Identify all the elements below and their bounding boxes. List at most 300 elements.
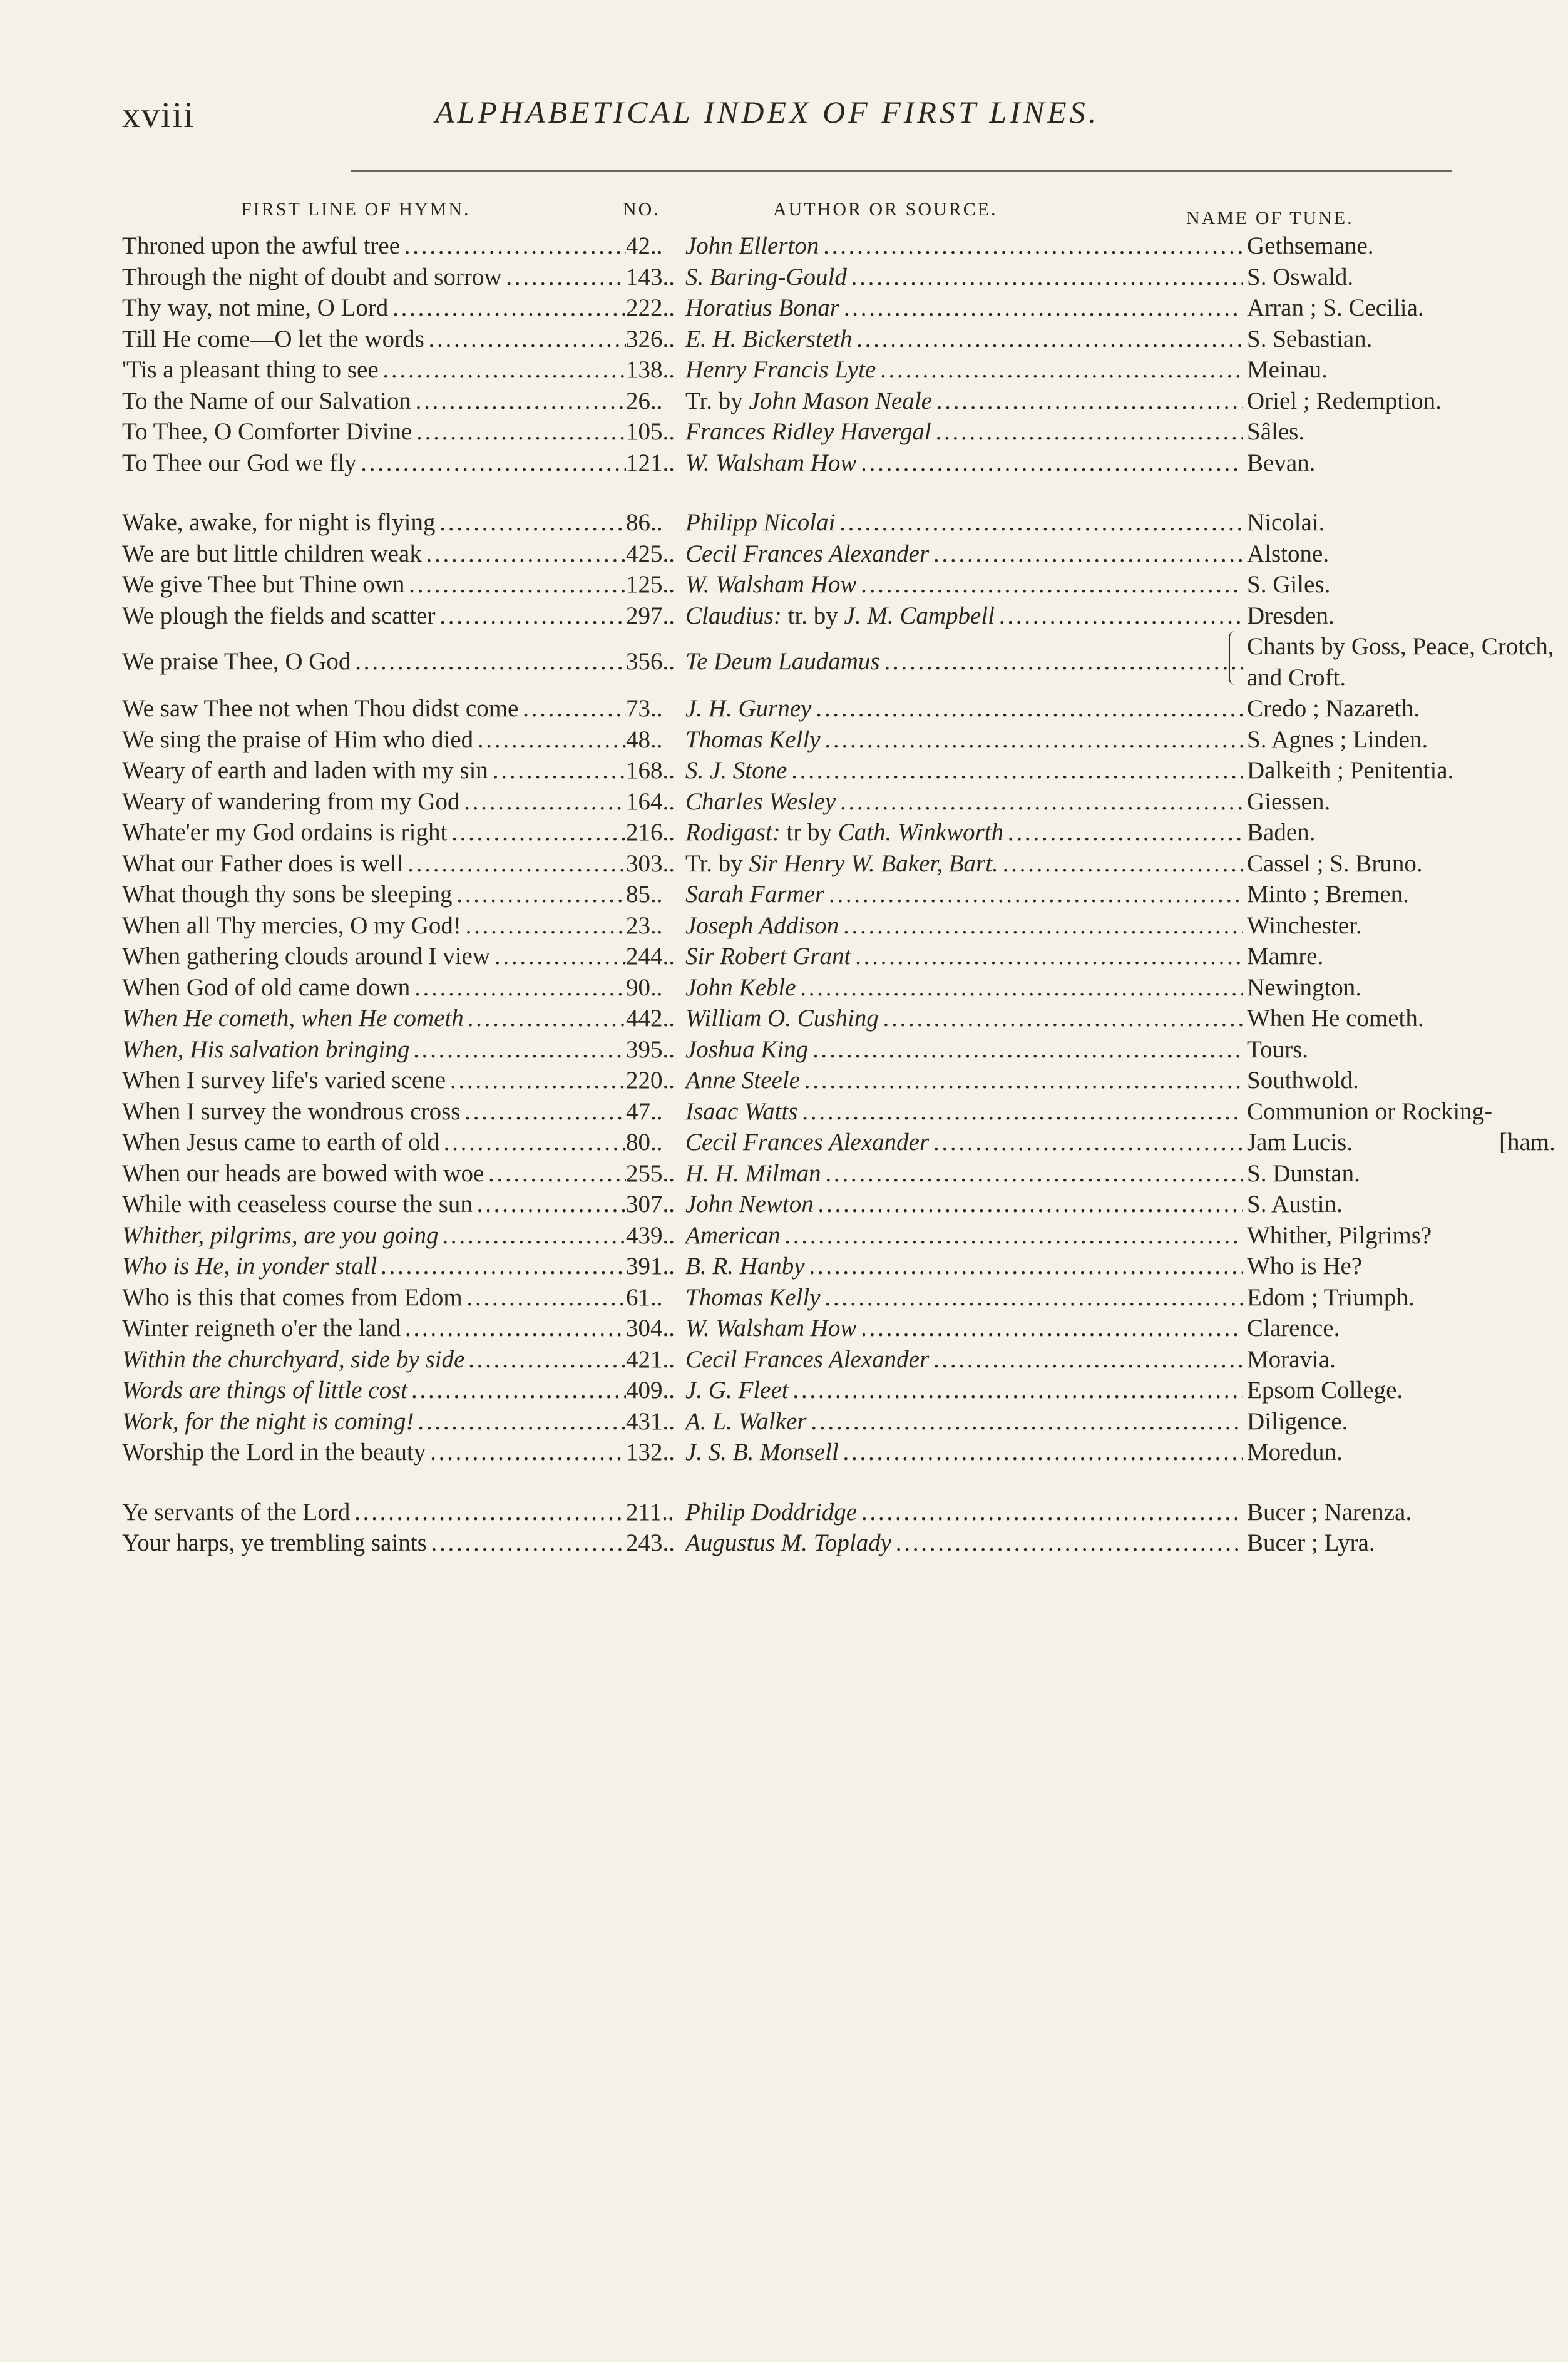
hymn-author [685,693,1243,724]
hymn-first-line: To Thee our God we fly . . . [122,448,626,479]
hymn-first-line: When all Thy mercies, O my God! . . . [122,910,626,942]
hymn-author [685,724,1243,756]
hymn-number [626,693,685,724]
table-row [122,386,1455,417]
hymn-author [685,600,1243,632]
hymn-number-value: 73 [626,695,650,722]
hymn-number-value: 42 [626,232,650,259]
hymn-author [685,941,1243,972]
hymn-number-value: 61 [626,1283,650,1311]
hymn-author [685,230,1243,262]
hymn-author [685,786,1243,818]
tune-name: Oriel ; Redemption. [1246,386,1460,417]
table-row [122,755,1455,786]
section-gap [122,1468,1455,1497]
hymn-number [626,724,685,756]
hymn-author [685,1251,1243,1282]
author-translator: J. M. Campbell [844,602,995,629]
hymn-number [626,507,685,538]
hymn-number [626,262,685,293]
hymn-number [626,1313,685,1344]
hymn-author [685,817,1243,848]
author-name: Isaac Watts [685,1097,798,1125]
hymn-author [685,755,1243,786]
table-row [122,1406,1455,1437]
author-name: J. H. Gurney [685,695,812,722]
hymn-number-value: 80 [626,1129,650,1156]
hymn-first-line: Through the night of doubt and sorrow . . . [122,262,626,293]
hymn-number-value: 85 [626,881,650,908]
tune-name: Gethsemane. [1246,230,1460,262]
tune-name: S. Agnes ; Linden. [1246,724,1460,756]
hymn-first-line: Whither, pilgrims, are you going . . . [122,1220,626,1251]
author-name: J. S. B. Monsell [685,1439,839,1466]
table-row [122,1344,1455,1375]
hymn-number-value: 307 [626,1191,663,1218]
tune-name: Diligence. [1246,1406,1460,1437]
hymn-number [626,1158,685,1189]
hymn-author [685,1220,1243,1251]
tune-name: Credo ; Nazareth. [1246,693,1460,724]
tune-name: S. Giles. [1246,569,1460,600]
author-name: Joshua King [685,1035,809,1063]
hymn-number [626,1003,685,1034]
hymn-first-line: We give Thee but Thine own . . . [122,569,626,600]
hymn-number-value: 132 [626,1439,663,1466]
author-name: Te Deum Laudamus [685,648,880,675]
tune-name: Mamre. [1246,941,1460,972]
tune-name: Southwold. [1246,1065,1460,1096]
table-row [122,1158,1455,1189]
hymn-number [626,324,685,355]
hymn-author [685,646,1243,677]
hymn-number [626,448,685,479]
hymn-number [626,569,685,600]
table-row [122,1034,1455,1065]
table-row [122,693,1455,724]
author-name: A. L. Walker [685,1407,807,1435]
author-name: J. G. Fleet [685,1377,789,1404]
hymn-number-value: 121 [626,449,663,476]
tune-name: Moravia. [1246,1344,1460,1375]
table-row [122,1220,1455,1251]
hymn-first-line: To the Name of our Salvation . . . [122,386,626,417]
hymn-number [626,1096,685,1127]
author-name: Sir Robert Grant [685,943,851,970]
hymn-number-value: 356 [626,648,663,675]
author-prefix: Tr. by [685,387,749,414]
tune-name: Bucer ; Lyra. [1246,1528,1460,1559]
author-name: William O. Cushing [685,1005,879,1032]
hymn-number-value: 297 [626,602,663,629]
hymn-number [626,1251,685,1282]
table-row [122,1313,1455,1344]
hymn-author [685,386,1243,417]
tune-name: S. Sebastian. [1246,324,1460,355]
author-prefix: Tr. by [685,850,749,877]
tune-name: Edom ; Triumph. [1246,1282,1460,1313]
table-row [122,262,1455,293]
column-header-author: AUTHOR OR SOURCE. [773,199,998,220]
hymn-number [626,1282,685,1313]
tune-name: Cassel ; S. Bruno. [1246,848,1460,880]
author-name: American [685,1221,781,1249]
author-name: Sir Henry W. Baker, Bart. [749,850,998,877]
author-name: S. Baring-Gould [685,263,847,290]
hymn-author [685,262,1243,293]
hymn-number [626,1375,685,1406]
table-row [122,786,1455,818]
hymn-author [685,538,1243,570]
hymn-author [685,1282,1243,1313]
hymn-author [685,1096,1243,1127]
table-row [122,324,1455,355]
hymn-first-line: Your harps, ye trembling saints . . . [122,1528,626,1559]
author-name: B. R. Hanby [685,1253,805,1280]
hymn-first-line: 'Tis a pleasant thing to see . . . [122,354,626,386]
index-table [122,230,1555,1559]
hymn-first-line: Weary of earth and laden with my sin . . . [122,755,626,786]
hymn-number [626,910,685,942]
author-name: John Newton [685,1191,814,1218]
tune-name: Baden. [1246,817,1460,848]
hymn-first-line: What our Father does is well . . . [122,848,626,880]
hymn-author [685,569,1243,600]
hymn-first-line: We praise Thee, O God . . . [122,646,626,677]
table-row [122,507,1455,538]
hymn-number-value: 138 [626,356,663,383]
hymn-number [626,292,685,324]
tune-name: Epsom College. [1246,1375,1460,1406]
author-name: Cecil Frances Alexander [685,540,930,567]
hymn-number [626,1189,685,1220]
author-name: Cecil Frances Alexander [685,1345,930,1373]
hymn-number [626,972,685,1004]
hymn-first-line: Winter reigneth o'er the land . . . [122,1313,626,1344]
table-row [122,1003,1455,1034]
hymn-first-line: Weary of wandering from my God . . . [122,786,626,818]
hymn-number [626,386,685,417]
hymn-first-line: To Thee, O Comforter Divine . . . [122,416,626,448]
tune-name: Who is He? [1246,1251,1460,1282]
hymn-author [685,1189,1243,1220]
hymn-number [626,1406,685,1437]
tune-name: Clarence. [1246,1313,1460,1344]
hymn-number [626,1220,685,1251]
hymn-number [626,1344,685,1375]
running-title: ALPHABETICAL INDEX OF FIRST LINES. [435,95,1100,130]
hymn-number [626,646,685,677]
table-row [122,1127,1555,1158]
author-name: W. Walsham How [685,571,857,598]
hymn-author [685,1003,1243,1034]
tune-name: Sâles. [1246,416,1460,448]
author-name: Thomas Kelly [685,1283,821,1311]
table-row [122,1251,1455,1282]
author-name: John Mason Neale [749,387,932,414]
tune-name: Arran ; S. Cecilia. [1246,292,1460,324]
brace-mark [1229,631,1239,685]
hymn-number [626,1034,685,1065]
hymn-number-value: 86 [626,509,650,536]
column-header-number: NO. [623,199,660,220]
author-name: Frances Ridley Havergal [685,418,931,445]
hymn-author [685,879,1243,910]
hymn-author [685,1437,1243,1468]
tune-name: When He cometh. [1246,1003,1460,1034]
hymn-author [685,448,1243,479]
table-row [122,1096,1493,1127]
hymn-first-line: We sing the praise of Him who died . . . [122,724,626,756]
hymn-number-value: 431 [626,1407,663,1435]
author-name: Rodigast: [685,819,781,846]
tune-name: Bevan. [1246,448,1460,479]
hymn-number-value: 168 [626,757,663,784]
tune-name: Chants by Goss, Peace, Crotch, and Croft. [1246,631,1568,693]
hymn-first-line: When God of old came down . . . [122,972,626,1004]
author-name: Claudius: [685,602,782,629]
hymn-number [626,1528,685,1559]
table-row [122,1375,1455,1406]
hymn-first-line: Throned upon the awful tree . . . [122,230,626,262]
hymn-number-value: 164 [626,788,663,815]
hymn-number-value: 244 [626,943,663,970]
hymn-first-line: Who is He, in yonder stall . . . [122,1251,626,1282]
tune-name: Tours. [1246,1034,1460,1065]
hymn-author [685,1158,1243,1189]
tune-name: Nicolai. [1246,507,1460,538]
table-row [122,1282,1455,1313]
author-name: W. Walsham How [685,1315,857,1342]
table-row [122,848,1455,880]
hymn-number [626,848,685,880]
author-name: John Ellerton [685,232,819,259]
hymn-author [685,1375,1243,1406]
table-row [122,941,1455,972]
hymn-number-value: 211 [626,1498,662,1526]
hymn-number [626,817,685,848]
hymn-number [626,786,685,818]
hymn-number [626,755,685,786]
hymn-first-line: When, His salvation bringing . . . [122,1034,626,1065]
hymn-author [685,1344,1243,1375]
hymn-first-line: Whate'er my God ordains is right . . . [122,817,626,848]
tune-name: Moredun. [1246,1437,1460,1468]
table-row [122,1189,1455,1220]
hymn-number-value: 125 [626,571,663,598]
table-row [122,910,1455,942]
hymn-author [685,1528,1243,1559]
table-row [122,1497,1455,1528]
tune-name: Minto ; Bremen. [1246,879,1460,910]
hymn-author [685,416,1243,448]
hymn-number-value: 391 [626,1253,663,1280]
table-row [122,724,1455,756]
hymn-first-line: Words are things of little cost . . . [122,1375,626,1406]
hymn-number-value: 421 [626,1345,663,1373]
hymn-number-value: 395 [626,1035,663,1063]
hymn-first-line: Within the churchyard, side by side . . . [122,1344,626,1375]
hymn-first-line: Thy way, not mine, O Lord . . . [122,292,626,324]
hymn-first-line: Wake, awake, for night is flying . . . [122,507,626,538]
hymn-first-line: We are but little children weak . . . [122,538,626,570]
page-header [122,94,1455,144]
hymn-number [626,600,685,632]
author-name: Cecil Frances Alexander [685,1129,930,1156]
hymn-number-value: 439 [626,1221,663,1249]
tune-name: Newington. [1246,972,1460,1004]
hymn-number [626,1497,685,1528]
hymn-first-line: What though thy sons be sleeping . . . [122,879,626,910]
author-name: John Keble [685,973,796,1001]
hymn-number-value: 326 [626,325,663,352]
hymn-author [685,354,1243,386]
tune-name: Meinau. [1246,354,1460,386]
hymn-first-line: When gathering clouds around I view . . . [122,941,626,972]
hymn-number-value: 222 [626,294,663,321]
hymn-author [685,848,1243,880]
table-row [122,631,1554,693]
hymn-first-line: When Jesus came to earth of old . . . [122,1127,626,1158]
hymn-number-value: 243 [626,1529,663,1556]
hymn-author [685,1313,1243,1344]
hymn-number [626,879,685,910]
hymn-number [626,416,685,448]
page-number: xviii [122,95,195,135]
hymn-author [685,910,1243,942]
tune-name: Giessen. [1246,786,1460,818]
table-row [122,354,1455,386]
hymn-number [626,1437,685,1468]
table-row [122,600,1455,632]
table-row [122,879,1455,910]
hymn-first-line: Who is this that comes from Edom . . . [122,1282,626,1313]
hymn-author [685,1065,1243,1096]
hymn-first-line: When I survey life's varied scene . . . [122,1065,626,1096]
hymn-number-value: 90 [626,973,650,1001]
author-name: H. H. Milman [685,1159,821,1187]
tune-continuation: [ham. [1499,1129,1555,1156]
hymn-number [626,538,685,570]
author-name: Thomas Kelly [685,726,821,753]
hymn-number-value: 425 [626,540,663,567]
hymn-number-value: 255 [626,1159,663,1187]
tune-name: Dalkeith ; Penitentia. [1246,755,1460,786]
table-row [122,1528,1455,1559]
author-translator-label: tr by [780,819,838,846]
tune-name: Whither, Pilgrims? [1246,1220,1460,1251]
header-rule [351,170,1452,172]
author-name: S. J. Stone [685,757,787,784]
author-name: Anne Steele [685,1067,800,1094]
author-name: Joseph Addison [685,911,839,939]
author-translator: Cath. Winkworth [838,819,1004,846]
hymn-number-value: 304 [626,1315,663,1342]
hymn-author [685,972,1243,1004]
tune-name: Winchester. [1246,910,1460,942]
hymn-author [685,1034,1243,1065]
author-name: Sarah Farmer [685,881,825,908]
author-translator-label: tr. by [781,602,844,629]
hymn-number-value: 105 [626,418,663,445]
table-row [122,1437,1455,1468]
hymn-number [626,230,685,262]
hymn-author [685,324,1243,355]
hymn-first-line: Ye servants of the Lord . . . [122,1497,626,1528]
tune-name: Bucer ; Narenza. [1246,1497,1460,1528]
hymn-number-value: 303 [626,850,663,877]
hymn-first-line: While with ceaseless course the sun . . . [122,1189,626,1220]
tune-name: Alstone. [1246,538,1460,570]
table-row [122,538,1455,570]
author-name: Horatius Bonar [685,294,839,321]
author-name: Philip Doddridge [685,1498,858,1526]
hymn-first-line: When our heads are bowed with woe . . . [122,1158,626,1189]
hymn-author [685,1406,1243,1437]
column-headers [122,199,1455,230]
table-row [122,416,1455,448]
hymn-author [685,507,1243,538]
hymn-first-line: Till He come—O let the words . . . [122,324,626,355]
author-name: W. Walsham How [685,449,857,476]
author-name: Charles Wesley [685,788,836,815]
hymn-number-value: 220 [626,1067,663,1094]
section-gap [122,478,1455,507]
hymn-number [626,1127,685,1158]
table-row [122,230,1455,262]
table-row [122,1065,1455,1096]
hymn-first-line: We saw Thee not when Thou didst come . . . [122,693,626,724]
hymn-number [626,1065,685,1096]
hymn-number [626,354,685,386]
tune-name: Communion or Rocking- [1246,1096,1568,1127]
table-row [122,448,1455,479]
column-header-tune: NAME OF TUNE. [1186,208,1354,228]
hymn-number-value: 216 [626,819,663,846]
author-name: Augustus M. Toplady [685,1529,892,1556]
tune-name: Dresden. [1246,600,1460,632]
hymn-first-line: We plough the fields and scatter . . . [122,600,626,632]
hymn-number-value: 23 [626,911,650,939]
hymn-number-value: 26 [626,387,650,414]
table-row [122,292,1455,324]
table-row [122,972,1455,1004]
author-name: E. H. Bickersteth [685,325,853,352]
tune-name: Jam Lucis. [1246,1127,1460,1158]
hymn-number-value: 409 [626,1377,663,1404]
hymn-first-line: When He cometh, when He cometh . . . [122,1003,626,1034]
author-name: Henry Francis Lyte [685,356,876,383]
author-name: Philipp Nicolai [685,509,836,536]
tune-name: S. Dunstan. [1246,1158,1460,1189]
hymn-number-value: 143 [626,263,663,290]
column-header-first-line: FIRST LINE OF HYMN. [241,199,471,220]
tune-name: S. Oswald. [1246,262,1460,293]
hymn-first-line: Worship the Lord in the beauty . . . [122,1437,626,1468]
hymn-first-line: When I survey the wondrous cross . . . [122,1096,626,1127]
hymn-author [685,1127,1243,1158]
hymn-number-value: 47 [626,1097,650,1125]
hymn-author [685,1497,1243,1528]
hymn-number-value: 442 [626,1005,663,1032]
hymn-author [685,292,1243,324]
tune-name: S. Austin. [1246,1189,1460,1220]
table-row [122,569,1455,600]
hymn-first-line: Work, for the night is coming! . . . [122,1406,626,1437]
hymn-number-value: 48 [626,726,650,753]
hymn-number [626,941,685,972]
table-row [122,817,1455,848]
